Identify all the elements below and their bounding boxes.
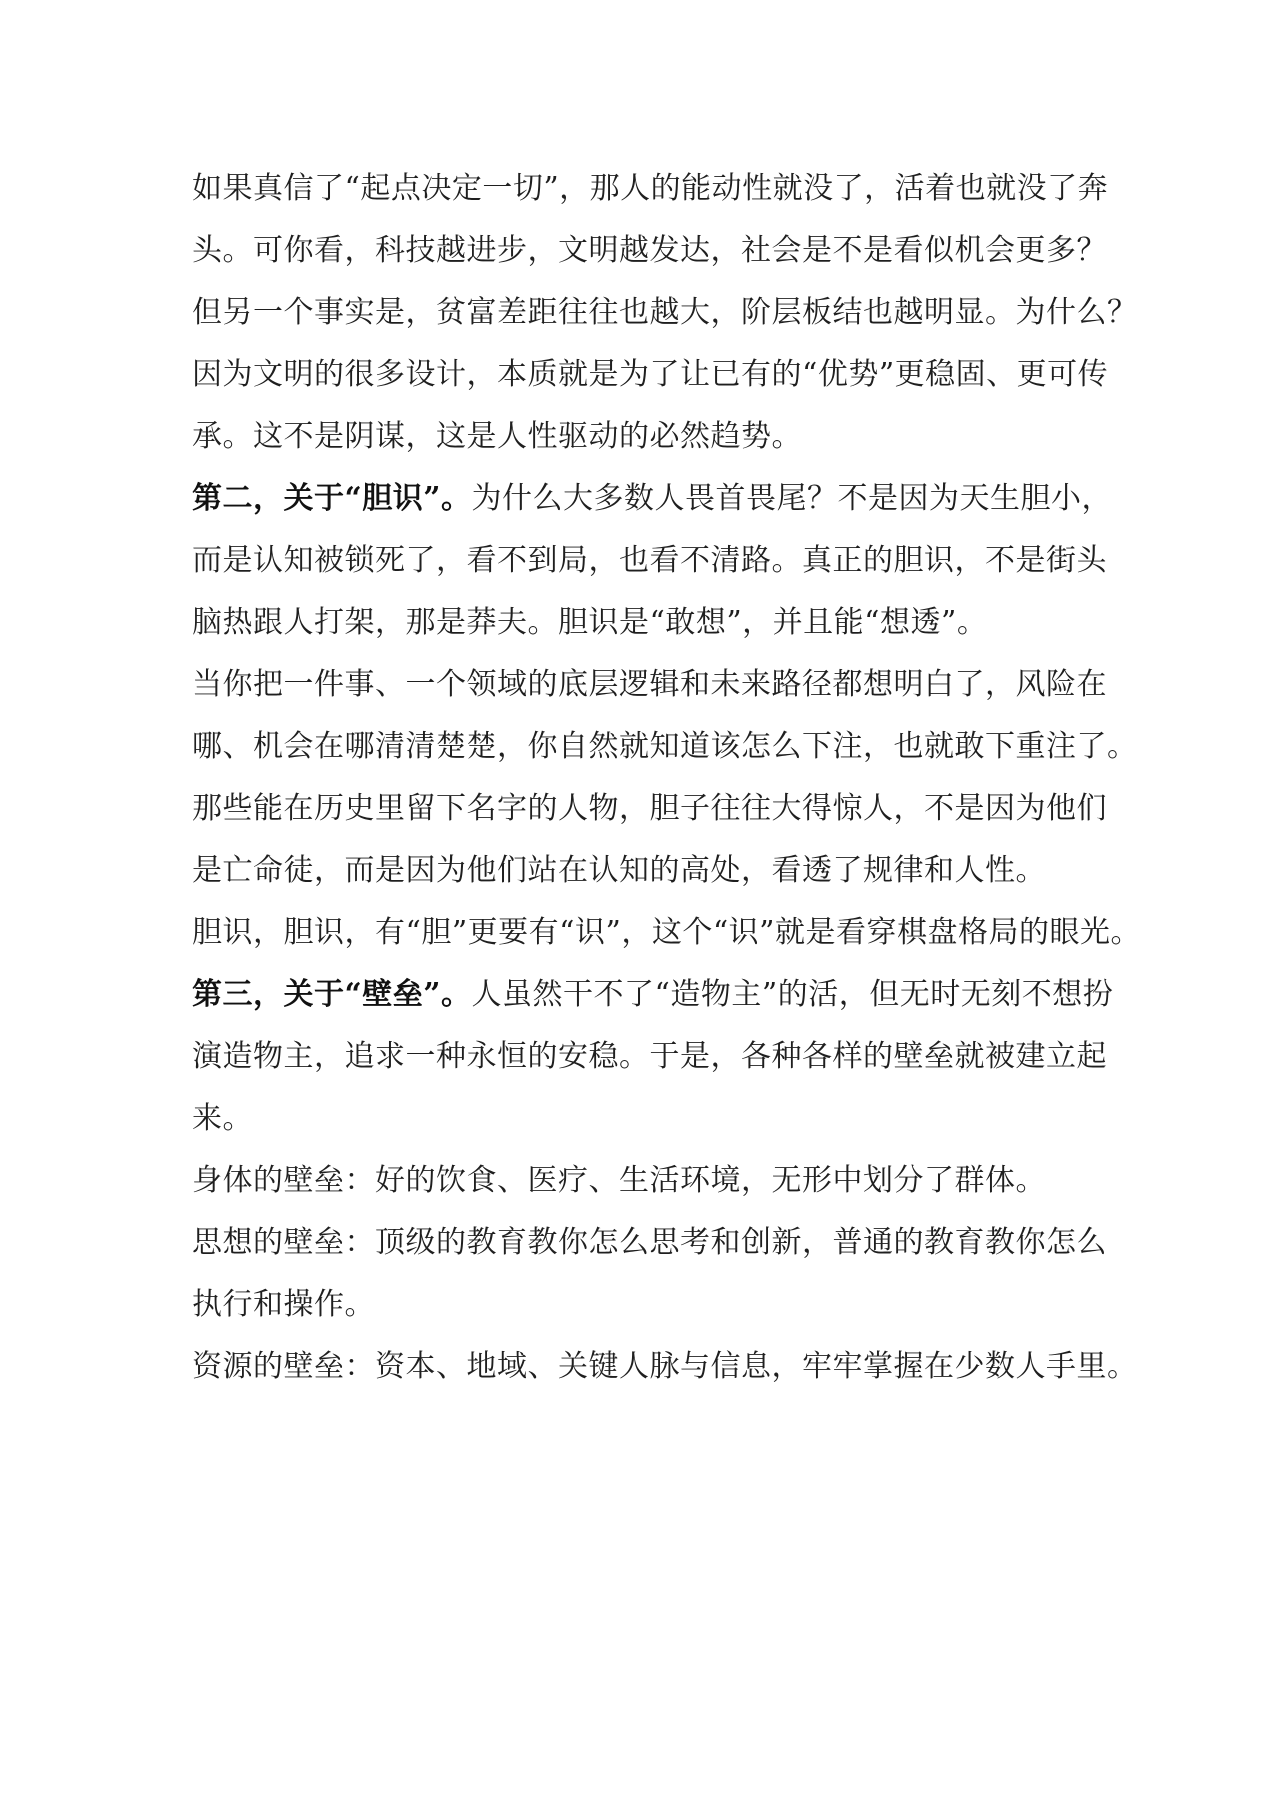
text-line: 哪、机会在哪清清楚楚，你自然就知道该怎么下注，也就敢下重注了。: [192, 729, 1138, 764]
text-line: 资源的壁垒：资本、地域、关键人脉与信息，牢牢掌握在少数人手里。: [192, 1349, 1138, 1384]
section-heading-line: 第三，关于“壁垒”。人虽然干不了“造物主”的活，但无时无刻不想扮: [192, 977, 1114, 1012]
text-line: 如果真信了“起点决定一切”，那人的能动性就没了，活着也就没了奔: [192, 171, 1109, 206]
text-line: 那些能在历史里留下名字的人物，胆子往往大得惊人，不是因为他们: [192, 791, 1107, 826]
text-line: 思想的壁垒：顶级的教育教你怎么思考和创新，普通的教育教你怎么: [192, 1225, 1107, 1260]
text-line: 演造物主，追求一种永恒的安稳。于是，各种各样的壁垒就被建立起: [192, 1039, 1107, 1074]
text-line: 承。这不是阴谋，这是人性驱动的必然趋势。: [192, 419, 802, 454]
text-line: 是亡命徒，而是因为他们站在认知的高处，看透了规律和人性。: [192, 853, 1046, 888]
text-line: 而是认知被锁死了，看不到局，也看不清路。真正的胆识，不是街头: [192, 543, 1107, 578]
text-line: 来。: [192, 1101, 253, 1136]
text-line: 头。可你看，科技越进步，文明越发达，社会是不是看似机会更多？: [192, 233, 1107, 268]
text-line: 脑热跟人打架，那是莽夫。胆识是“敢想”，并且能“想透”。: [192, 605, 988, 640]
section-heading-line: 第二，关于“胆识”。为什么大多数人畏首畏尾？不是因为天生胆小，: [192, 481, 1113, 516]
text-line: 胆识，胆识，有“胆”更要有“识”，这个“识”就是看穿棋盘格局的眼光。: [192, 915, 1142, 950]
text-line: 执行和操作。: [192, 1287, 375, 1322]
body-text: [192, 158, 1142, 1398]
text-line: 当你把一件事、一个领域的底层逻辑和未来路径都想明白了，风险在: [192, 667, 1107, 702]
text-line: 身体的壁垒：好的饮食、医疗、生活环境，无形中划分了群体。: [192, 1163, 1046, 1198]
text-line: 但另一个事实是，贫富差距往往也越大，阶层板结也越明显。为什么？: [192, 295, 1138, 330]
text-line: 因为文明的很多设计，本质就是为了让已有的“优势”更稳固、更可传: [192, 357, 1109, 392]
section-heading: 第三，关于“壁垒”。: [192, 977, 472, 1012]
section-heading: 第二，关于“胆识”。: [192, 481, 472, 516]
